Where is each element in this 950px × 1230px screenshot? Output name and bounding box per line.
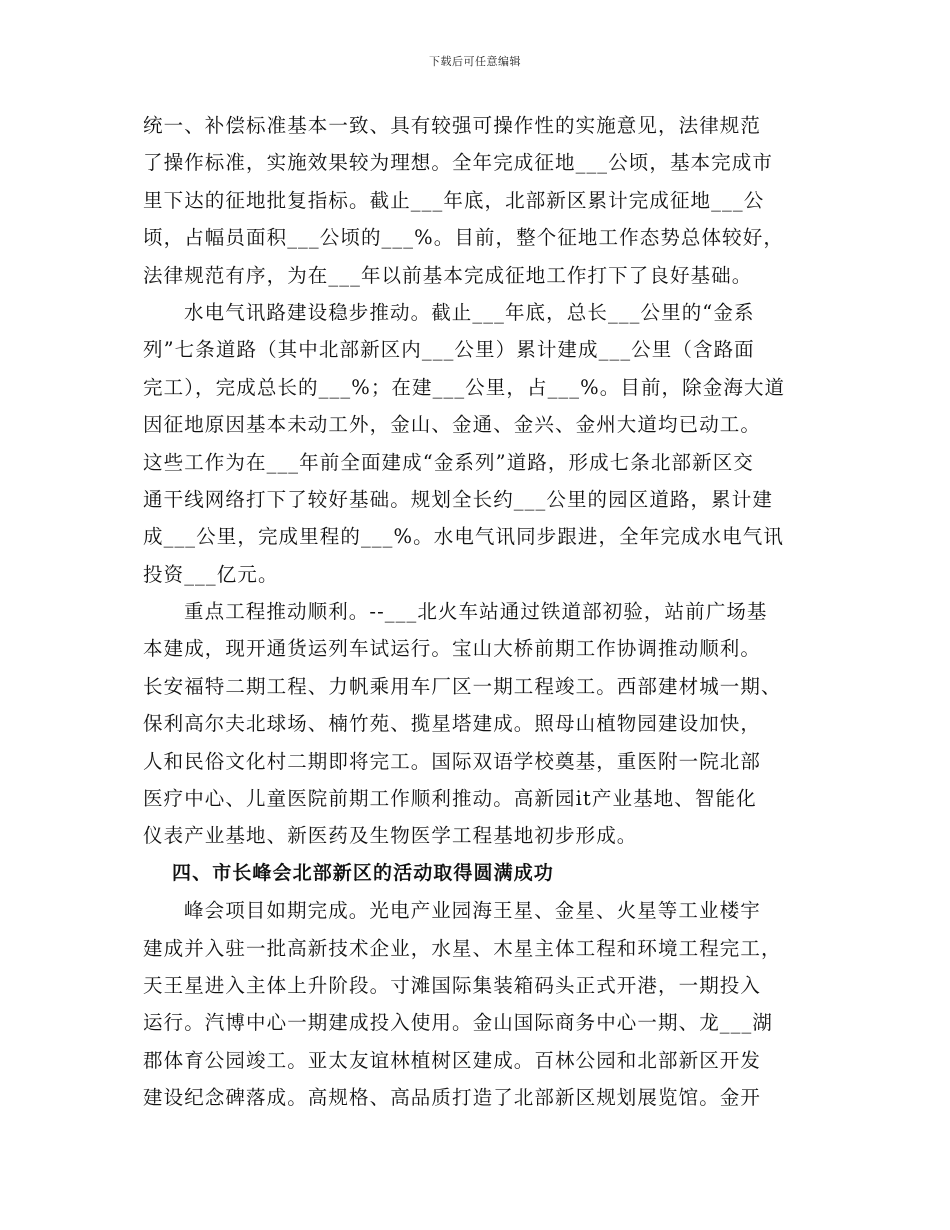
text-line: 里下达的征地批复指标。截止___年底，北部新区累计完成征地___公 [143,188,765,212]
document-body [143,107,811,1117]
text-line: 医疗中心、儿童医院前期工作顺利推动。高新园it产业基地、智能化 [143,787,757,811]
text-line: 天王星进入主体上升阶段。寸滩国际集装箱码头正式开港，一期投入 [143,973,762,997]
text-line: 成___公里，完成里程的___%。水电气讯同步跟进，全年完成水电气讯 [143,525,784,549]
text-line: 建设纪念碑落成。高规格、高品质打造了北部新区规划展览馆。金开 [143,1086,762,1110]
text-line: 仪表产业基地、新医药及生物医学工程基地初步形成。 [143,824,638,848]
text-line: 法律规范有序，为在___年以前基本完成征地工作打下了良好基础。 [143,263,753,287]
text-line: 通干线网络打下了较好基础。规划全长约___公里的园区道路，累计建 [143,487,773,511]
text-line: 顷，占幅员面积___公顷的___%。目前，整个征地工作态势总体较好， [143,226,784,250]
text-line: 保利高尔夫北球场、楠竹苑、揽星塔建成。照母山植物园建设加快， [143,712,762,736]
page-header: 下载后可任意编辑 [429,55,521,68]
section-heading: 四、市长峰会北部新区的活动取得圆满成功 [172,861,554,884]
text-line: 投资___亿元。 [143,562,279,586]
text-line: 建成并入驻一批高新技术企业，水星、木星主体工程和环境工程完工， [143,936,782,960]
text-line: 列”七条道路（其中北部新区内___公里）累计建成___公里（含路面 [143,338,755,362]
paragraph-start-line: 水电气讯路建设稳步推动。截止___年底，总长___公里的“金系 [184,300,755,324]
text-line: 人和民俗文化村二期即将完工。国际双语学校奠基，重医附一院北部 [143,749,762,773]
text-line: 郡体育公园竣工。亚太友谊林植树区建成。百林公园和北部新区开发 [143,1048,762,1072]
text-line: 本建成，现开通货运列车试运行。宝山大桥前期工作协调推动顺利。 [143,637,762,661]
paragraph-start-line: 峰会项目如期完成。光电产业园海王星、金星、火星等工业楼宇 [184,899,761,923]
paragraph-start-line: 重点工程推动顺利。--___北火车站通过铁道部初验，站前广场基 [184,600,768,624]
text-line: 因征地原因基本未动工外，金山、金通、金兴、金州大道均已动工。 [143,413,762,437]
text-line: 统一、补偿标准基本一致、具有较强可操作性的实施意见，法律规范 [143,114,762,137]
text-line: 了操作标准，实施效果较为理想。全年完成征地___公顷，基本完成市 [143,151,773,175]
text-line: 运行。汽博中心一期建成投入使用。金山国际商务中心一期、龙___湖 [143,1011,773,1035]
text-line: 长安福特二期工程、力帆乘用车厂区一期工程竣工。西部建材城一期、 [143,674,782,698]
text-line: 这些工作为在___年前全面建成“金系列”道路，形成七条北部新区交 [143,450,754,474]
text-line: 完工），完成总长的___%；在建___公里，占___%。目前，除金海大道 [143,375,786,399]
